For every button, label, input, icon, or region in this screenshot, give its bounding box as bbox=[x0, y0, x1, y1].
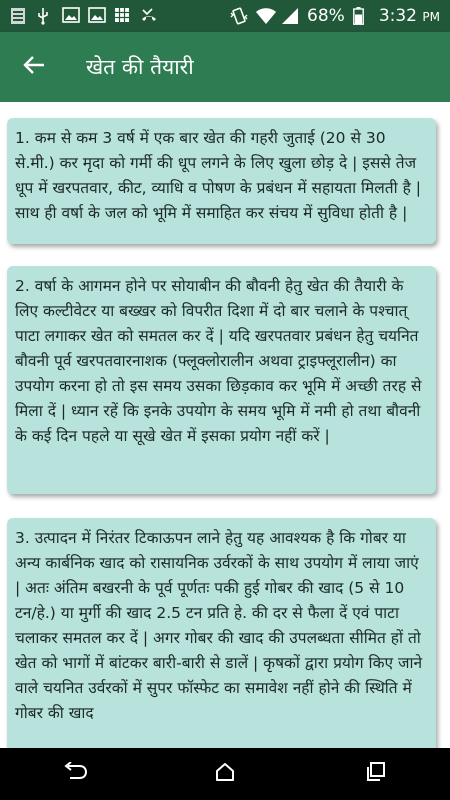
clock-time: 3:32 bbox=[378, 6, 417, 26]
recents-icon bbox=[364, 761, 386, 787]
battery-percent: 68% bbox=[307, 6, 345, 26]
info-card bbox=[7, 118, 436, 244]
usb-icon bbox=[36, 7, 54, 25]
nav-home-button[interactable] bbox=[195, 754, 255, 794]
battery-icon bbox=[353, 7, 371, 25]
card-text: 1. कम से कम 3 वर्ष में एक बार खेत की गहरी जुताई (20 से 30 से.मी.) कर मृदा को गर्मी की धूप लगने के लिए खुला छोड़ दे | इससे तेज धूप में खरपतवार, कीट, व्याधि व पोषण के प्रबंधन में सहायता मिलती है | साथ ही वर्षा के जल को भूमि में समाहित कर संचय में सुविधा होती है | bbox=[15, 129, 421, 222]
card-text: 3. उत्पादन में निरंतर टिकाऊपन लाने हेतु यह आवश्यक है कि गोबर या अन्य कार्बनिक खाद को रासायनिक उर्वरकों के साथ उपयोग में लाया जाएं | अतः अंतिम बखरनी के पूर्व पूर्णतः पकी हुई गोबर की खाद (5 से 10 टन/हे.) या मुर्गी की खाद 2.5 टन प्रति हे. की दर से फैला दें एवं पाटा चलाकर समतल कर दें | अगर गोबर की खाद की उपलब्धता सीमित हों तो खेत को भागों में बांटकर बारी-बारी से डालें | कृषकों द्वारा प्रयोग किए जाने वाले चयनित उर्वरकों में सुपर फॉस्फेट का समावेश नहीं होने की स्थिति में गोबर की खाद bbox=[15, 529, 423, 722]
signal-icon bbox=[281, 7, 299, 25]
missed-call-icon bbox=[140, 7, 158, 25]
back-icon bbox=[62, 762, 88, 786]
content-list[interactable] bbox=[0, 102, 450, 748]
image-icon-2 bbox=[88, 7, 106, 25]
navigation-bar bbox=[0, 748, 450, 800]
status-bar bbox=[0, 0, 450, 32]
app-bar bbox=[0, 32, 450, 102]
vibrate-icon bbox=[229, 7, 247, 25]
clock-ampm: PM bbox=[422, 10, 440, 24]
info-card bbox=[7, 518, 436, 748]
sim-card-icon bbox=[10, 7, 28, 25]
arrow-back-icon bbox=[23, 55, 45, 79]
system-status bbox=[229, 6, 440, 26]
clock bbox=[379, 6, 440, 26]
home-icon bbox=[214, 761, 236, 787]
notification-icons bbox=[10, 7, 158, 25]
grid-icon bbox=[114, 7, 132, 25]
nav-recents-button[interactable] bbox=[345, 754, 405, 794]
page-title: खेत की तैयारी bbox=[86, 55, 194, 79]
image-icon bbox=[62, 7, 80, 25]
card-text: 2. वर्षा के आगमन होने पर सोयाबीन की बौवनी हेतु खेत की तैयारी के लिए कल्टीवेटर या बख्खर को विपरीत दिशा में दो बार चलाने के पश्चात् पाटा लगाकर खेत को समतल कर दें | यदि खरपतवार प्रबंधन हेतु चयनित बौवनी पूर्व खरपतवारनाशक (फ्लूक्लोरालीन अथवा ट्राइफ्लूरालीन) का उपयोग करना हो तो इस समय उसका छिड़काव कर भूमि में अच्छी तरह से मिला दें | ध्यान रहें कि इनके उपयोग के समय भूमि में नमी हो तथा बौवनी के कई दिन पहले या सूखे खेत में इसका प्रयोग नहीं करें | bbox=[15, 277, 422, 445]
back-button[interactable] bbox=[14, 47, 54, 87]
wifi-icon bbox=[255, 7, 273, 25]
info-card bbox=[7, 266, 436, 494]
nav-back-button[interactable] bbox=[45, 754, 105, 794]
